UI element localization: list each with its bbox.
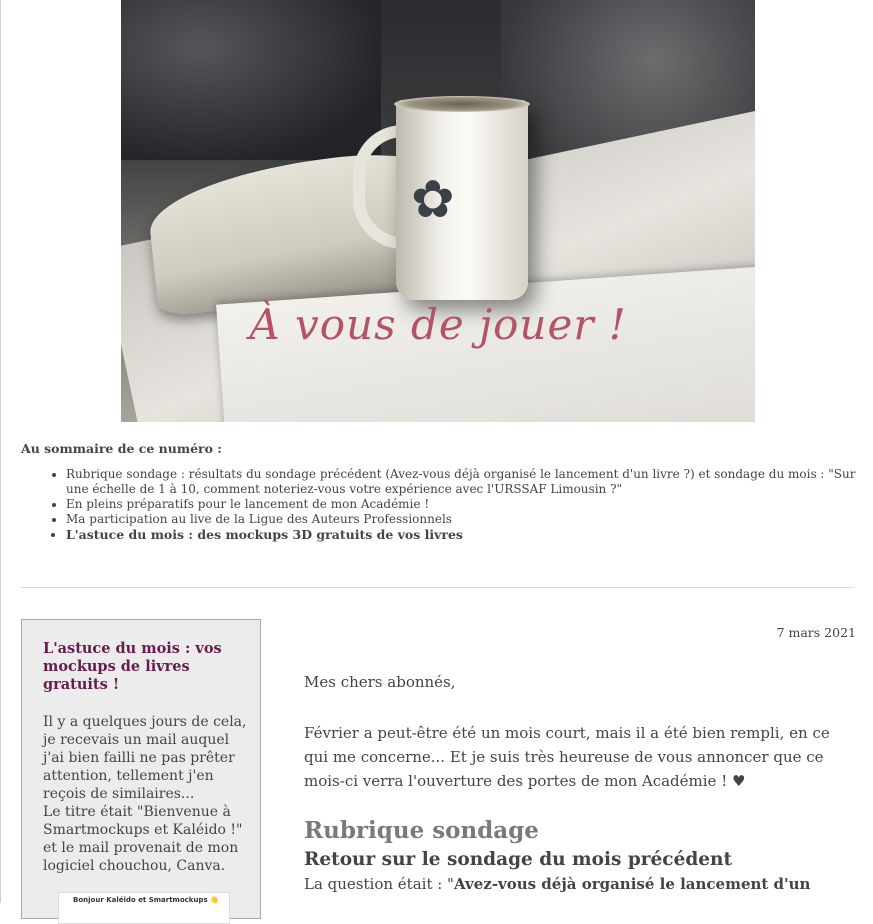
section-divider: [21, 587, 855, 588]
subsection-title: Retour sur le sondage du mois précédent: [304, 849, 733, 870]
hero-background-shadow: [121, 0, 381, 160]
page-left-border: [0, 0, 1, 903]
sidebar-image-caption: Bonjour Kaléido et Smartmockups 👋: [73, 896, 219, 904]
summary-title: Au sommaire de ce numéro :: [21, 441, 222, 456]
issue-date: 7 mars 2021: [776, 625, 856, 640]
list-item: • L'astuce du mois : des mockups 3D gratuits de vos livres: [66, 527, 873, 542]
hero-title: À vous de jouer !: [249, 300, 627, 349]
list-item: • En pleins préparatifs pour le lancement de mon Académie !: [66, 497, 873, 512]
sidebar-email-screenshot: [58, 892, 230, 924]
intro-paragraph: Février a peut-être été un mois court, mais il a été bien rempli, en ce qui me concerne... Et je suis très heureuse de vous annoncer que ce mois-ci verra l'ouverture des portes de mon Académie ! ♥: [304, 724, 830, 790]
question-prefix: La question était : ": [304, 875, 454, 893]
section-title: Rubrique sondage: [304, 817, 539, 844]
tip-sidebar: [21, 619, 261, 919]
survey-question: [304, 875, 864, 893]
list-item: • Ma participation au live de la Ligue des Auteurs Professionnels: [66, 512, 873, 527]
greeting: Mes chers abonnés,: [304, 673, 456, 691]
sidebar-paragraph-2: Le titre était "Bienvenue à Smartmockups et Kaléido !" et le mail provenait de mon logiciel chouchou, Canva.: [43, 804, 243, 874]
sidebar-title: L'astuce du mois : vos mockups de livres gratuits !: [43, 640, 222, 693]
summary-list: [43, 467, 873, 542]
sidebar-paragraph-1: Il y a quelques jours de cela, je recevais un mail auquel j'ai bien failli ne pas prêter attention, tellement j'en reçois de similaires...: [43, 714, 247, 802]
question-text: Avez-vous déjà organisé le lancement d'un: [453, 875, 811, 893]
sidebar-text: [43, 713, 248, 875]
flower-icon: ✿: [411, 170, 455, 230]
hero-cup-rim: [394, 96, 530, 112]
hero-image: [121, 0, 755, 422]
list-item: • Rubrique sondage : résultats du sondage précédent (Avez-vous déjà organisé le lancement d'un livre ?) et sondage du mois : "Sur une échelle de 1 à 10, comment noteriez-vous votre expérience avec l'URSSAF Limousin ?": [66, 467, 873, 497]
